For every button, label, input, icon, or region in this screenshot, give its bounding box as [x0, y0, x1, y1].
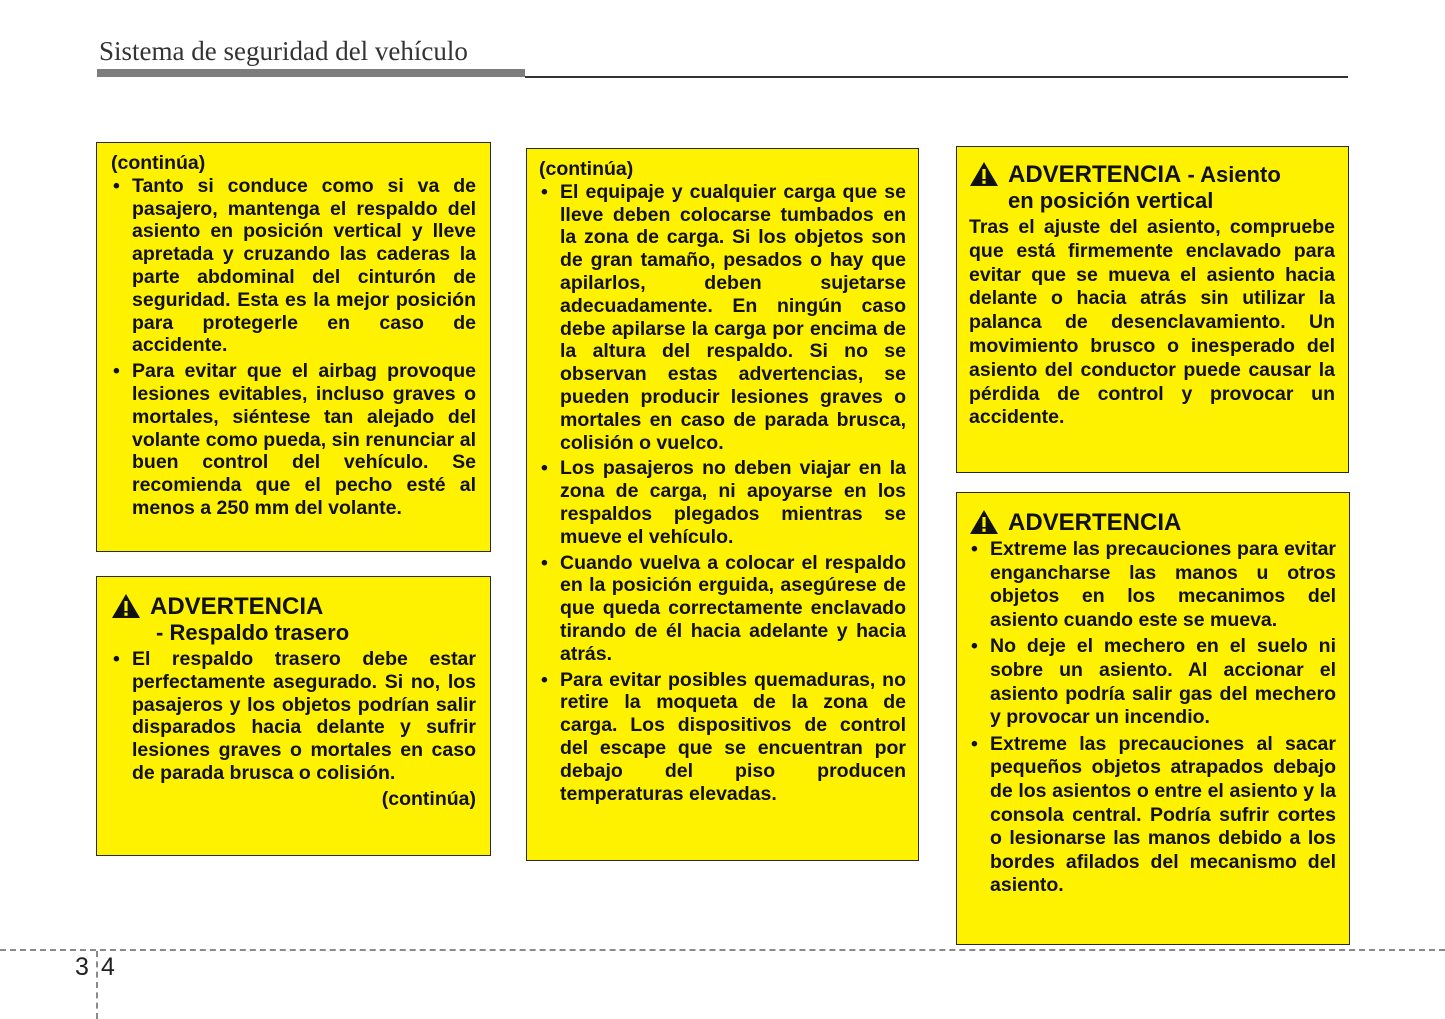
- warning-triangle-icon: [111, 593, 141, 619]
- continued-label: (continúa): [111, 152, 206, 174]
- warning-heading: [969, 509, 1336, 536]
- list-item: • Cuando vuelva a colocar el respaldo en la posición erguida, asegúrese de que queda correctamente enclavado tirando de él hacia adelante y hacia atrás.: [539, 552, 906, 666]
- warning-body: Tras el ajuste del asiento, compruebe que está firmemente enclavado para evitar que se mueva el asiento hacia delante o hacia atrás sin utilizar la palanca de desenclavamiento. Un movimiento brusco o inesperado del asiento del conductor puede causar la pérdida de control y provocar un accidente.: [969, 216, 1335, 429]
- warning-heading: [969, 161, 1335, 214]
- footer-dashed-divider: [96, 951, 98, 1019]
- continued-label: (continúa): [381, 787, 476, 810]
- bullet-list: [539, 181, 906, 806]
- list-item: • El respaldo trasero debe estar perfectamente asegurado. Si no, los pasajeros y los objetos podrían salir disparados hacia delante y sufrir lesiones graves o mortales en caso de parada brusca o colisión.: [111, 648, 476, 785]
- header-accent-bar: [97, 69, 525, 77]
- list-item: • Extreme las precauciones al sacar pequeños objetos atrapados debajo de los asientos o entre el asiento y la consola central. Podría sufrir cortes o lesionarse las manos debido a los bordes afilados del mecanismo del asiento.: [969, 733, 1336, 898]
- list-item: • Extreme las precauciones para evitar engancharse las manos u otros objetos en los mecanimos del asiento cuando este se mueva.: [969, 538, 1336, 632]
- warning-subtitle: en posición vertical: [1008, 188, 1214, 213]
- warning-box-rear-backrest: [96, 576, 491, 856]
- list-item: • Los pasajeros no deben viajar en la zona de carga, ni apoyarse en los respaldos plegados mientras se mueve el vehículo.: [539, 457, 906, 548]
- warning-title: ADVERTENCIA: [1008, 509, 1182, 536]
- warning-title-suffix: - Asiento: [1181, 162, 1281, 187]
- list-item: • Para evitar posibles quemaduras, no retire la moqueta de la zona de carga. Los dispositivos de control del escape que se encuentran por debajo del piso producen temperaturas elevadas.: [539, 669, 906, 806]
- page-header-title: Sistema de seguridad del vehículo: [99, 36, 468, 66]
- warning-triangle-icon: [969, 509, 999, 535]
- list-item: • El equipaje y cualquier carga que se lleve deben colocarse tumbados en la zona de carga. Si los objetos son de gran tamaño, pesados o hay que apilarlos, deben sujetarse adecuadamente. En ningún caso debe apilarse la carga por encima de la altura del respaldo. Si no se observan estas advertencias, se pueden producir lesiones graves o mortales en caso de parada brusca, colisión o vuelco.: [539, 181, 906, 455]
- warning-heading: [111, 593, 476, 646]
- warning-box-seat-upright: [956, 146, 1349, 473]
- page-number: 4: [101, 953, 115, 981]
- continued-cargo-box: [526, 148, 919, 861]
- list-item: • Tanto si conduce como si va de pasajero, mantenga el respaldo del asiento en posición vertical y lleve apretada y cruzando las caderas la parte abdominal del cinturón de seguridad. Esta es la mejor posición para protegerle en caso de accidente.: [111, 175, 476, 357]
- chapter-number: 3: [75, 953, 89, 981]
- list-item: • Para evitar que el airbag provoque lesiones evitables, incluso graves o mortales, siéntese tan alejado del volante como pueda, sin renunciar al buen control del vehículo. Se recomienda que el pecho esté al menos a 250 mm del volante.: [111, 360, 476, 520]
- warning-triangle-icon: [969, 161, 999, 187]
- warning-title: ADVERTENCIA: [150, 593, 324, 620]
- footer-dashed-rule: [0, 949, 1445, 951]
- warning-subtitle: - Respaldo trasero: [156, 620, 350, 645]
- continued-safety-box: [96, 142, 491, 552]
- warning-box-seat-mechanism: [956, 492, 1350, 945]
- bullet-list: [969, 538, 1336, 898]
- warning-title: ADVERTENCIA: [1008, 161, 1182, 188]
- header-rule: [525, 76, 1348, 78]
- bullet-list: [111, 175, 476, 520]
- list-item: • No deje el mechero en el suelo ni sobre un asiento. Al accionar el asiento podría salir gas del mechero y provocar un incendio.: [969, 635, 1336, 729]
- continued-label: (continúa): [539, 158, 634, 180]
- bullet-list: [111, 648, 476, 785]
